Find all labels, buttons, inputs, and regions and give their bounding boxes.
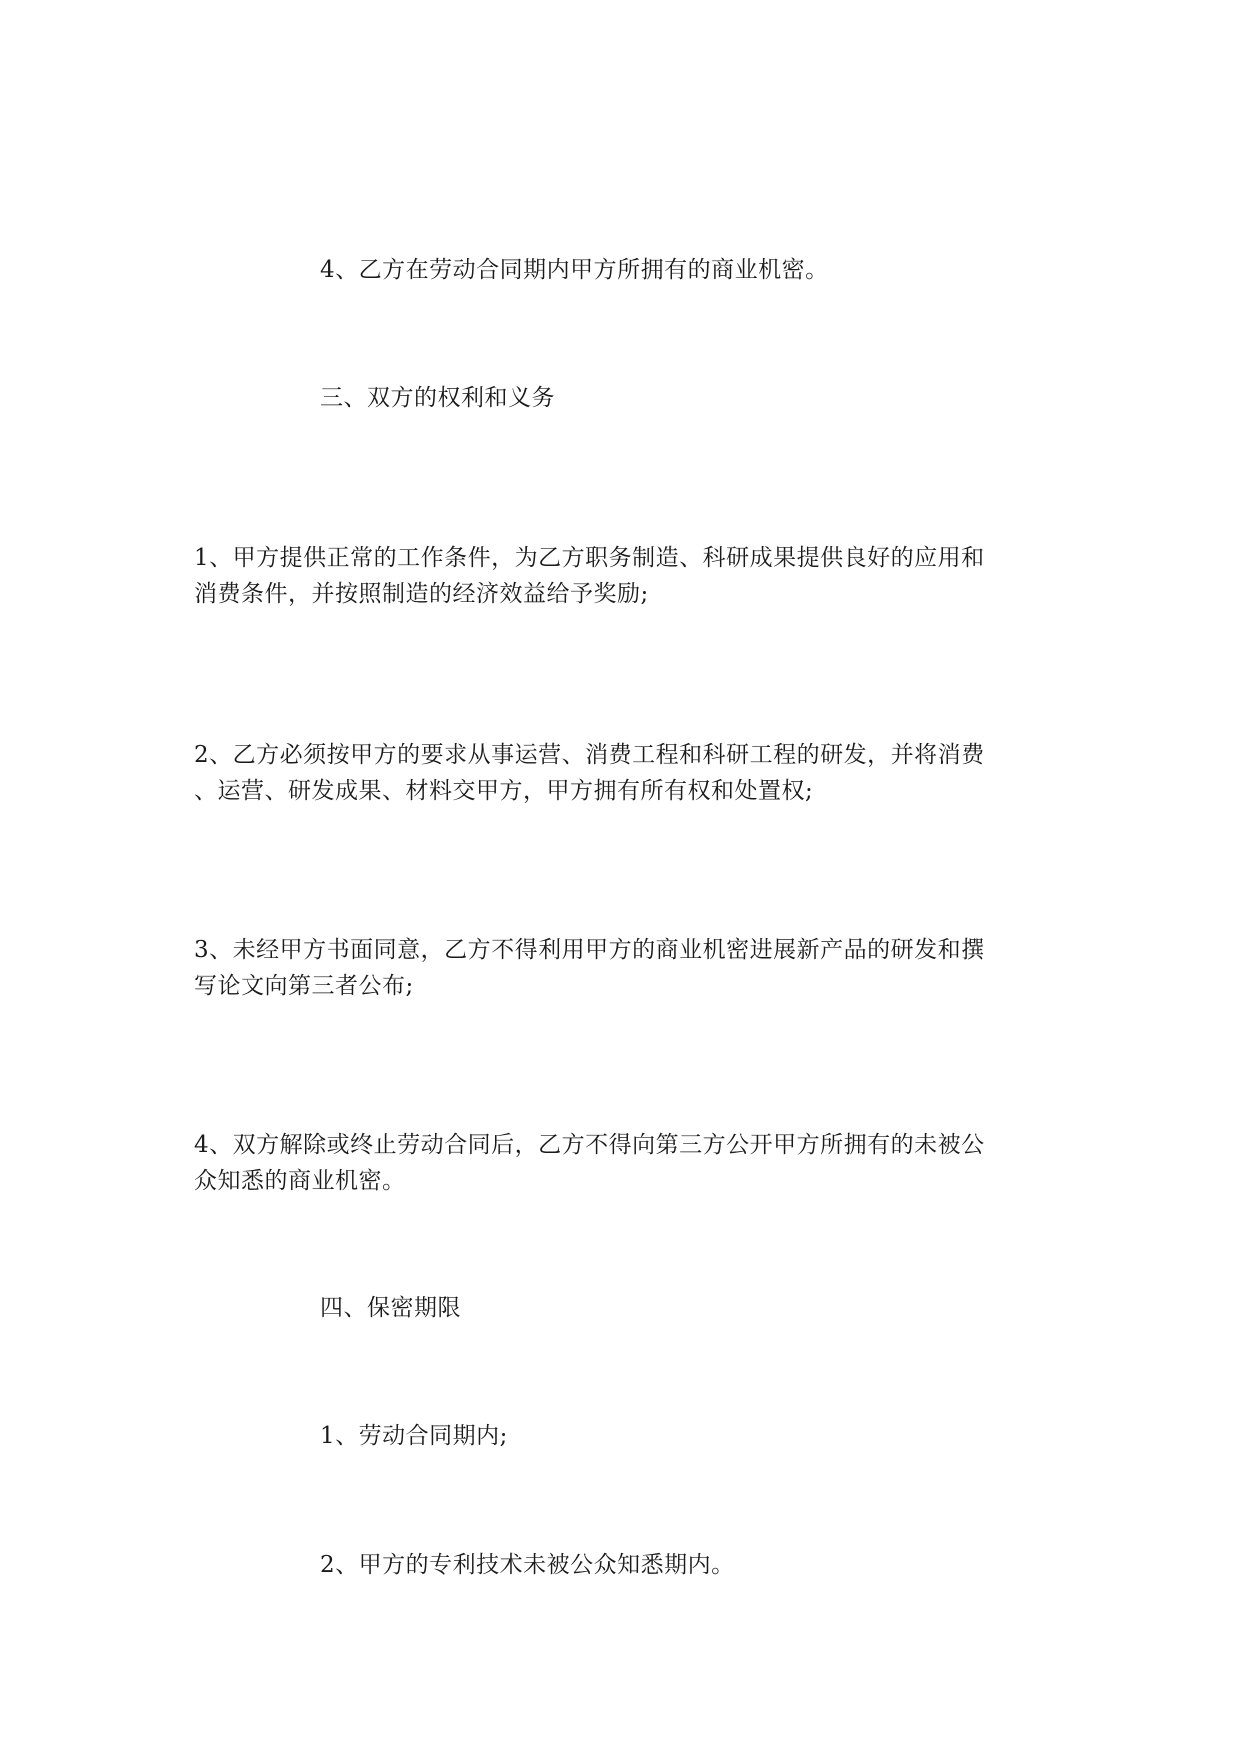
term-item-1: 1、劳动合同期内; xyxy=(320,1423,508,1449)
rights-clause-1-line-2: 消费条件，并按照制造的经济效益给予奖励; xyxy=(194,581,649,607)
term-item-2: 2、甲方的专利技术未被公众知悉期内。 xyxy=(320,1552,735,1578)
rights-clause-4-line-1: 4、双方解除或终止劳动合同后，乙方不得向第三方公开甲方所拥有的未被公 xyxy=(194,1132,985,1158)
rights-clause-3-line-2: 写论文向第三者公布; xyxy=(194,973,414,999)
rights-clause-1-line-1: 1、甲方提供正常的工作条件，为乙方职务制造、科研成果提供良好的应用和 xyxy=(194,545,985,571)
rights-clause-2-line-2: 、运营、研发成果、材料交甲方，甲方拥有所有权和处置权; xyxy=(194,778,814,804)
section-heading-confidentiality-term: 四、保密期限 xyxy=(320,1295,461,1321)
rights-clause-1 xyxy=(194,540,1044,612)
rights-clause-4 xyxy=(194,1127,1044,1199)
section-heading-rights-obligations: 三、双方的权利和义务 xyxy=(320,385,555,411)
rights-clause-3-line-1: 3、未经甲方书面同意，乙方不得利用甲方的商业机密进展新产品的研发和撰 xyxy=(194,937,985,963)
clause-item-4-secret: 4、乙方在劳动合同期内甲方所拥有的商业机密。 xyxy=(320,257,829,283)
rights-clause-4-line-2: 众知悉的商业机密。 xyxy=(194,1168,406,1194)
rights-clause-2 xyxy=(194,737,1044,809)
rights-clause-3 xyxy=(194,932,1044,1004)
rights-clause-2-line-1: 2、乙方必须按甲方的要求从事运营、消费工程和科研工程的研发，并将消费 xyxy=(194,742,985,768)
